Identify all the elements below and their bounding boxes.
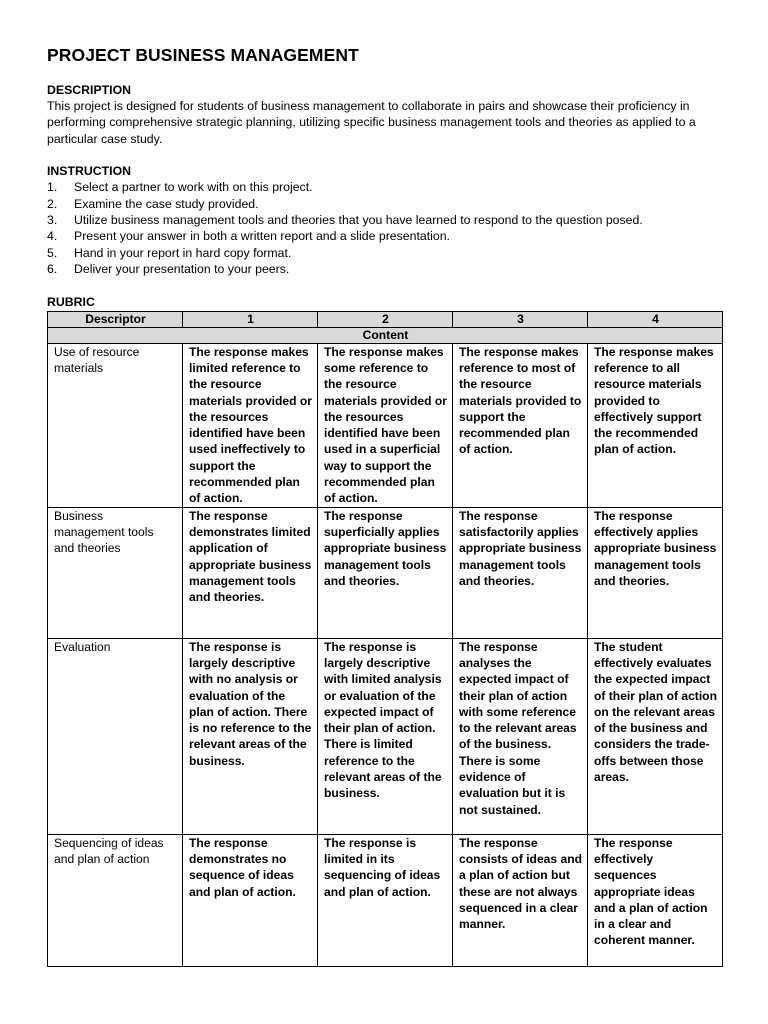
rubric-header-row (48, 311, 723, 327)
instruction-step: 4. Present your answer in both a written report and a slide presentation. (47, 229, 450, 244)
descriptor-cell: Sequencing of ideas and plan of action (48, 834, 183, 966)
description-text: This project is designed for students of business management to collaborate in pairs and showcase their proficiency in performing comprehensive strategic planning, utilizing specific business management tools and theories as applied to a particular case study. (47, 99, 696, 146)
column-header-descriptor: Descriptor (48, 311, 183, 327)
level-2-cell: The response superficially applies appropriate business management tools and theories. (318, 507, 453, 638)
level-1-cell: The response is largely descriptive with no analysis or evaluation of the plan of action. There is no reference to the relevant areas of the business. (183, 638, 318, 834)
column-header-level-1: 1 (183, 311, 318, 327)
instruction-heading: INSTRUCTION (47, 164, 132, 179)
descriptor-cell: Business management tools and theories (48, 507, 183, 638)
description-heading: DESCRIPTION (47, 83, 132, 97)
descriptor-cell: Evaluation (48, 638, 183, 834)
instruction-list (47, 179, 722, 277)
column-header-level-3: 3 (453, 311, 588, 327)
level-4-cell: The response effectively applies appropriate business management tools and theories. (588, 507, 723, 638)
section-label-content: Content (48, 327, 723, 343)
level-3-cell: The response satisfactorily applies appropriate business management tools and theories. (453, 507, 588, 638)
level-4-cell: The response makes reference to all resource materials provided to effectively support the recommended plan of action. (588, 343, 723, 507)
document-title: PROJECT BUSINESS MANAGEMENT (47, 45, 359, 65)
level-2-cell: The response is largely descriptive with limited analysis or evaluation of the expected impact of their plan of action. There is limited reference to the relevant areas of the business. (318, 638, 453, 834)
level-3-cell: The response makes reference to most of the resource materials provided to support the recommended plan of action. (453, 343, 588, 507)
rubric-row (48, 638, 723, 834)
rubric-section-row (48, 327, 723, 343)
level-3-cell: The response analyses the expected impact of their plan of action with some reference to the relevant areas of the business. There is some evidence of evaluation but it is not sustained. (453, 638, 588, 834)
column-header-level-4: 4 (588, 311, 723, 327)
rubric-row (48, 507, 723, 638)
rubric-table (47, 311, 723, 967)
level-4-cell: The response effectively sequences appropriate ideas and a plan of action in a clear and coherent manner. (588, 834, 723, 966)
rubric-row (48, 343, 723, 507)
descriptor-cell: Use of resource materials (48, 343, 183, 507)
level-4-cell: The student effectively evaluates the expected impact of their plan of action on the relevant areas of the business and considers the trade-offs between those areas. (588, 638, 723, 834)
instruction-step: 6. Deliver your presentation to your peers. (47, 262, 290, 277)
instruction-step: 3. Utilize business management tools and theories that you have learned to respond to the question posed. (47, 213, 643, 228)
level-1-cell: The response demonstrates no sequence of ideas and plan of action. (183, 834, 318, 966)
column-header-level-2: 2 (318, 311, 453, 327)
level-1-cell: The response demonstrates limited application of appropriate business management tools and theories. (183, 507, 318, 638)
rubric-row (48, 834, 723, 966)
instruction-step: 5. Hand in your report in hard copy format. (47, 245, 292, 260)
level-2-cell: The response is limited in its sequencing of ideas and plan of action. (318, 834, 453, 966)
level-2-cell: The response makes some reference to the resource materials provided or the resources identified have been used in a superficial way to support the recommended plan of action. (318, 343, 453, 507)
level-1-cell: The response makes limited reference to the resource materials provided or the resources identified have been used ineffectively to support the recommended plan of action. (183, 343, 318, 507)
instruction-step: 2. Examine the case study provided. (47, 196, 259, 211)
instruction-step: 1. Select a partner to work with on this project. (47, 180, 313, 195)
level-3-cell: The response consists of ideas and a plan of action but these are not always sequenced in a clear manner. (453, 834, 588, 966)
rubric-heading: RUBRIC (47, 294, 95, 309)
